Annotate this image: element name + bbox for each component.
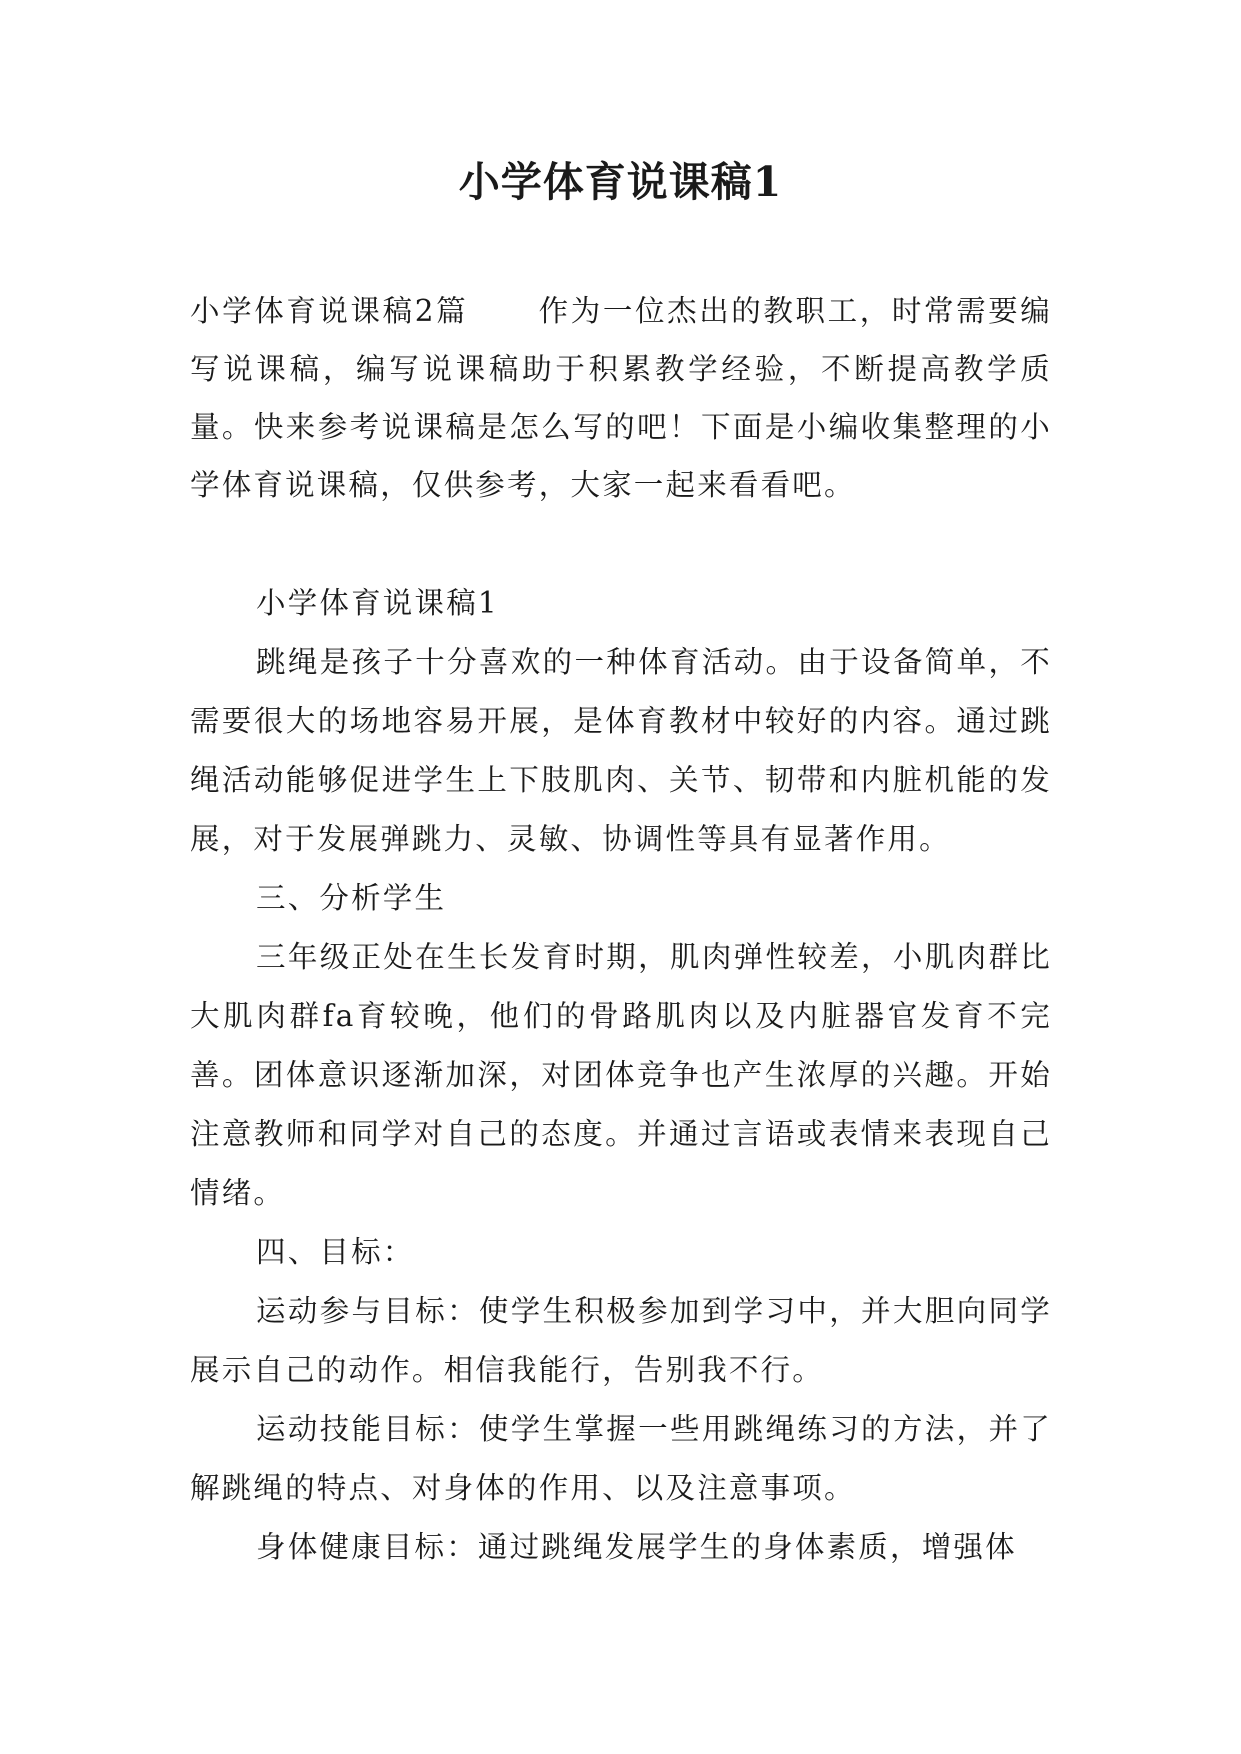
body-paragraph: 运动参与目标：使学生积极参加到学习中，并大胆向同学展示自己的动作。相信我能行，告别我不行。 xyxy=(190,1294,1052,1387)
body-paragraph: 运动技能目标：使学生掌握一些用跳绳练习的方法，并了解跳绳的特点、对身体的作用、以及注意事项。 xyxy=(190,1412,1052,1505)
document-title: 小学体育说课稿1 xyxy=(458,158,783,206)
body-paragraph: 三年级正处在生长发育时期，肌肉弹性较差，小肌肉群比大肌肉群fa育较晚，他们的骨路肌肉以及内脏器官发育不完善。团体意识逐渐加深，对团体竞争也产生浓厚的兴趣。开始注意教师和同学对自己的态度。并通过言语或表情来表现自己情绪。 xyxy=(190,940,1052,1210)
section-heading: 三、分析学生 xyxy=(256,881,447,915)
intro-text: 作为一位杰出的教职工，时常需要编写说课稿，编写说课稿助于积累教学经验，不断提高教学质量。快来参考说课稿是怎么写的吧！下面是小编收集整理的小学体育说课稿，仅供参考，大家一起来看看吧。 xyxy=(190,294,1052,502)
body-paragraph: 跳绳是孩子十分喜欢的一种体育活动。由于设备简单，不需要很大的场地容易开展，是体育教材中较好的内容。通过跳绳活动能够促进学生上下肢肌肉、关节、韧带和内脏机能的发展，对于发展弹跳力、灵敏、协调性等具有显著作用。 xyxy=(190,645,1052,856)
intro-label: 小学体育说课稿2篇 xyxy=(190,294,469,328)
intro-paragraph xyxy=(190,282,1052,514)
section-heading: 小学体育说课稿1 xyxy=(256,586,499,620)
section-heading: 四、目标： xyxy=(256,1235,415,1269)
body-paragraph: 身体健康目标：通过跳绳发展学生的身体素质，增强体 xyxy=(256,1530,1017,1564)
document-body xyxy=(190,574,1052,1577)
